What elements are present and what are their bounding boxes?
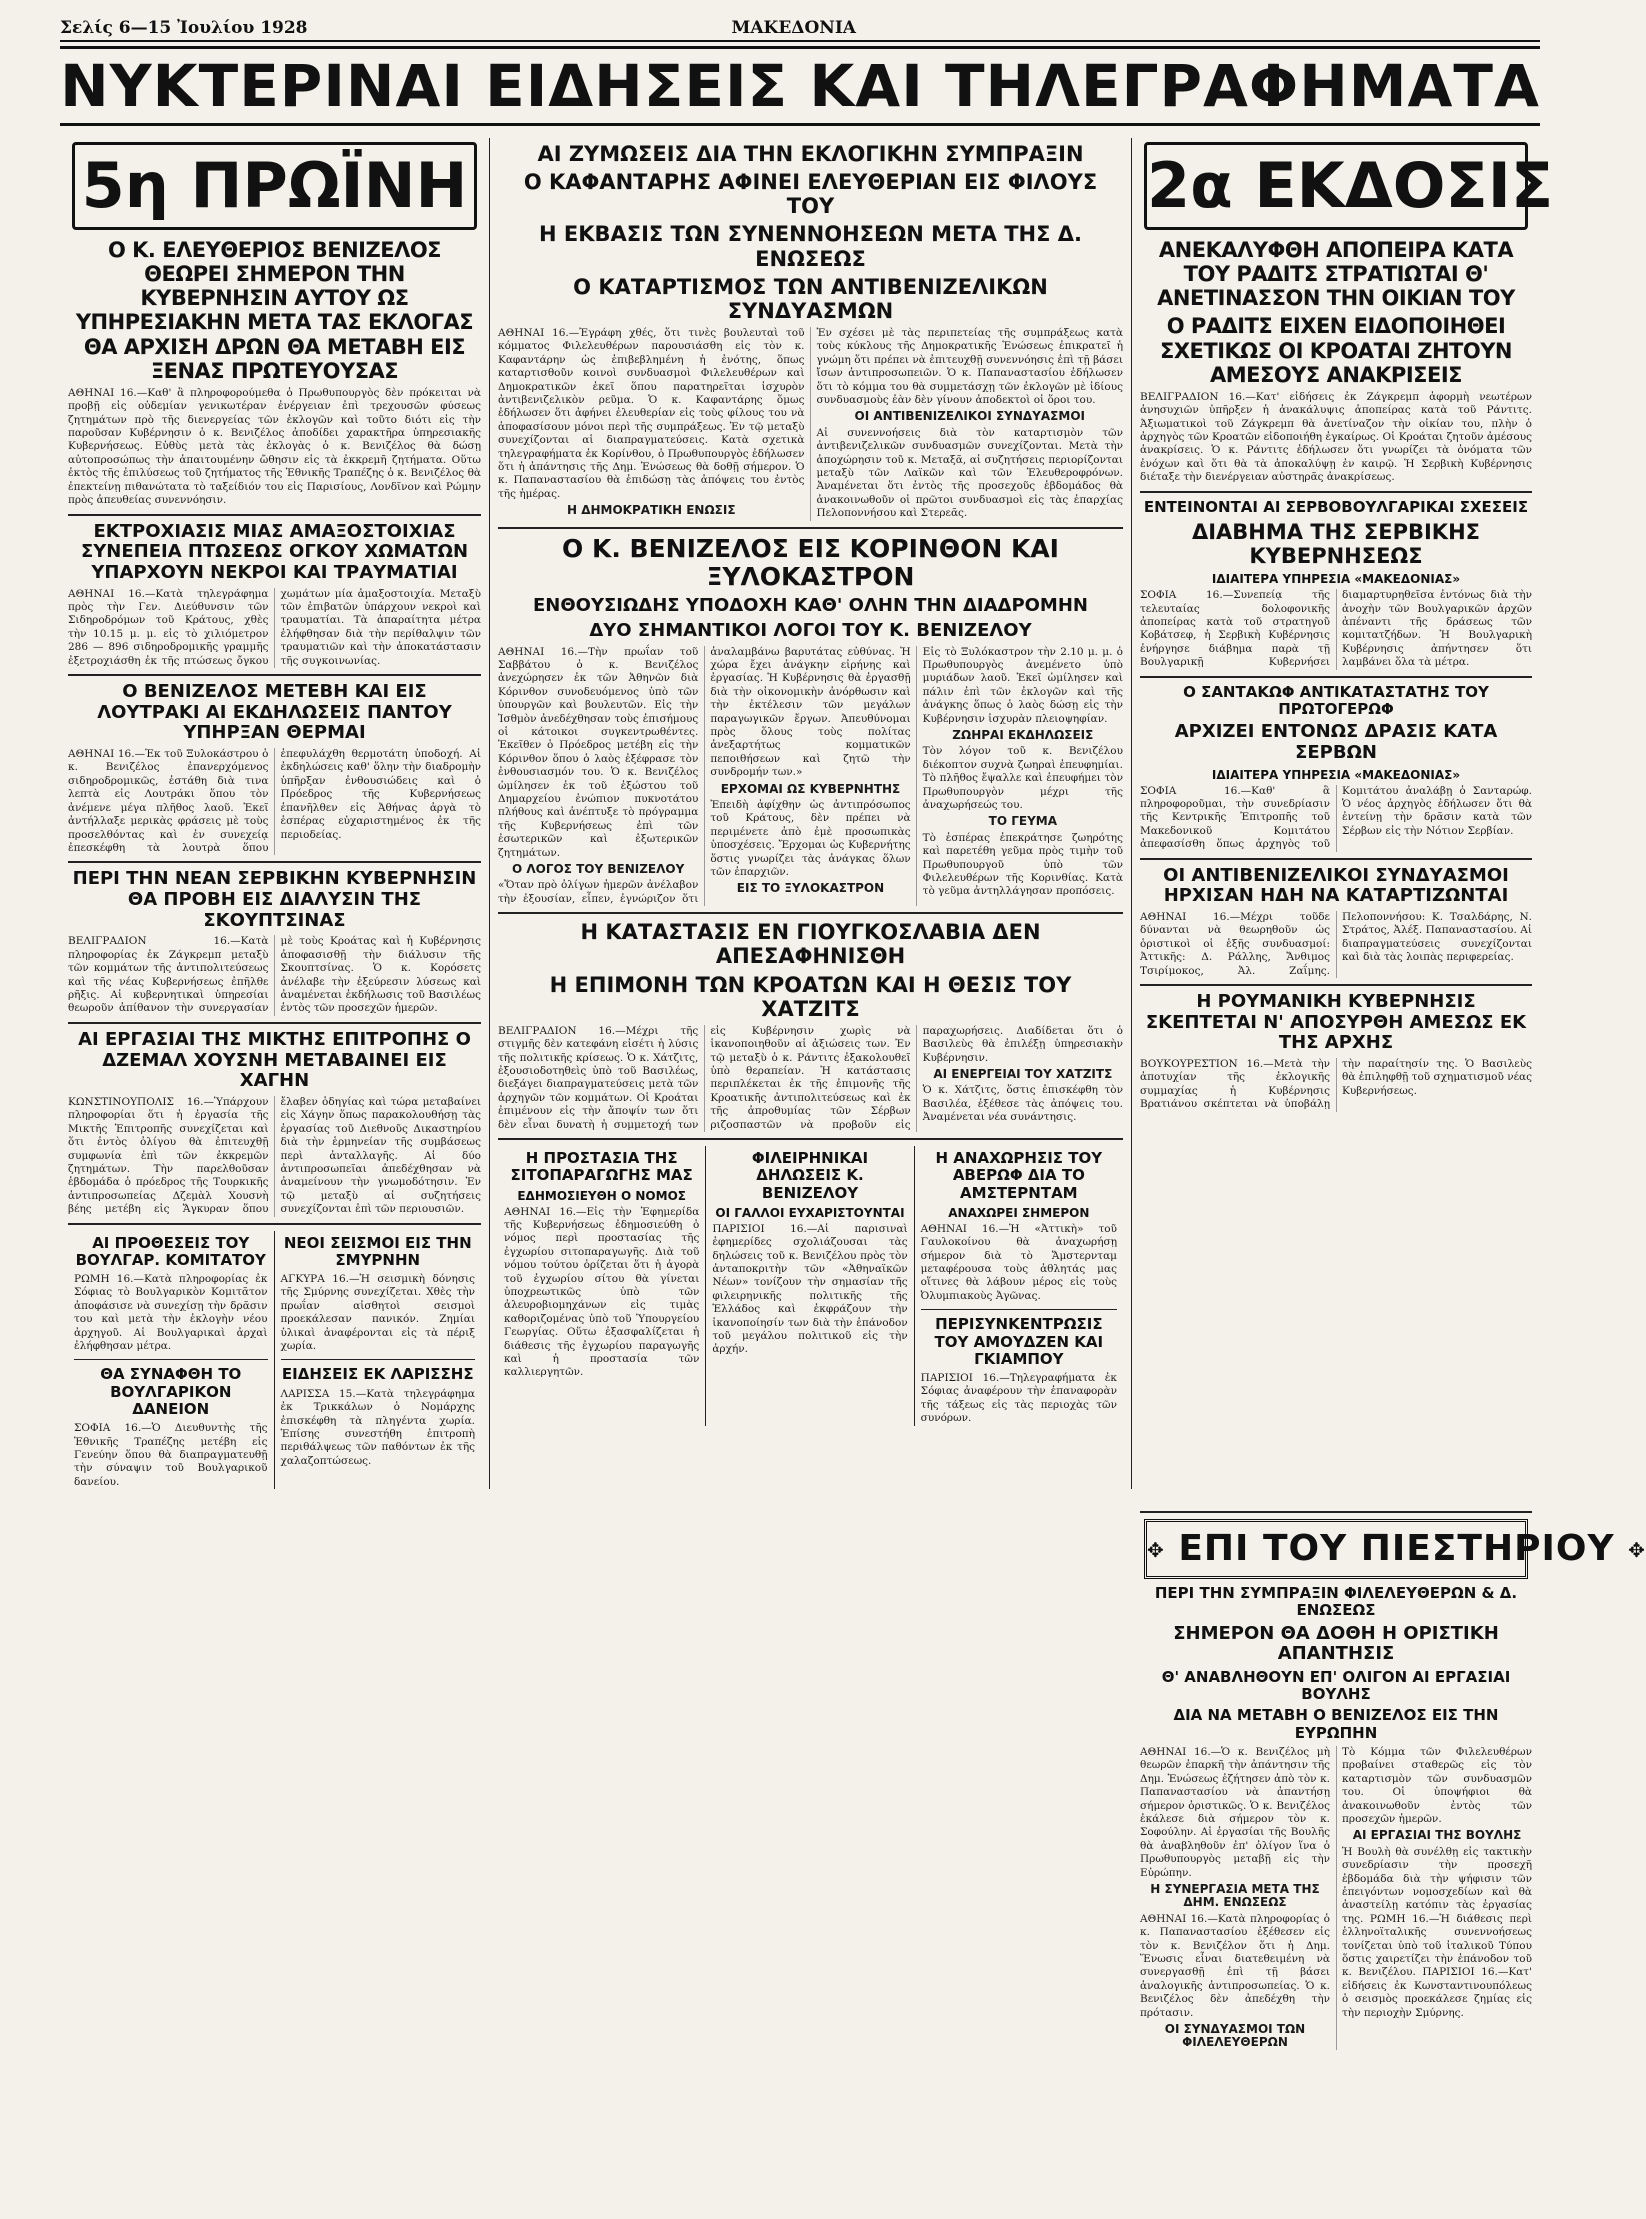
headline-wheat-protection: Η ΠΡΟΣΤΑΣΙΑ ΤΗΣ ΣΙΤΟΠΑΡΑΓΩΓΗΣ ΜΑΣ — [510, 1149, 693, 1185]
headline-final-answer: ΣΗΜΕΡΟΝ ΘΑ ΔΟΘΗ Η ΟΡΙΣΤΙΚΗ ΑΠΑΝΤΗΣΙΣ — [1173, 1622, 1499, 1665]
headline-serbian-government: ΠΕΡΙ ΤΗΝ ΝΕΑΝ ΣΕΡΒΙΚΗΝ ΚΥΒΕΡΝΗΣΙΝ ΘΑ ΠΡΟΒΗ ΕΙΣ ΔΙΑΛΥΣΙΝ ΤΗΣ ΣΚΟΥΠΤΣΙΝΑΣ — [72, 868, 477, 931]
article-paragraph: Αἱ συνεννοήσεις διὰ τὸν καταρτισμὸν τῶν ἀντιβενιζελικῶν συνδυασμῶν συνεχίζονται. Μετὰ τὴν ἀποχώρησιν τοῦ κ. Μεταξᾶ, αἱ συζητήσεις περιορίζονται μεταξὺ τῶν Λαϊκῶν καὶ τῶν Ἐλευθεροφρόνων. Ἀναμένεται ὅτι ἐντὸς τῆς προσεχοῦς ἑβδομάδος θὰ ἀνακοινωθοῦν οἱ πρῶτοι συνδυασμοὶ εἰς τὰς ἐπαρχίας Πελοποννήσου καὶ Στερεᾶς. — [816, 426, 1123, 520]
article-text: ΒΕΛΙΓΡΑΔΙΟΝ 16.—Κατὰ πληροφορίας ἐκ Ζάγκρεμπ μεταξὺ τῶν κομμάτων τῆς ἀντιπολιτεύσεως καὶ τῆς νέας Κυβερνήσεως ἐπῆλθε ρῆξις. Αἱ κυβερνητικαὶ ὑπηρεσίαι θεωροῦν ἀπίθανον τὴν συνεργασίαν μὲ τοὺς Κροάτας καὶ ἡ Κυβέρνησις ἀποφασισθῇ τὴν διάλυσιν τῆς Σκουπτσίνας. Ὁ κ. Κορόσετς ἀνέλαβε τὴν ἐξεύρεσιν λύσεως καὶ ἀναμένεται ἐκδήλωσις τοῦ Βασιλέως ἐντὸς τῶν προσεχῶν ἡμερῶν. — [68, 935, 481, 1015]
article-paragraph: Εἰς τὸ Ξυλόκαστρον τὴν 2.10 μ. μ. ὁ Πρωθυπουργὸς ἀνεμένετο ὑπὸ μυριάδων λαοῦ. Ἐκεῖ ὡμίλησεν καὶ πάλιν ἐπὶ τῶν ἐκλογῶν καὶ τῆς ἀνάγκης ὅπως ὁ λαὸς δώσῃ εἰς τὴν Κυβέρνησιν ἰσχυρὰν πλειοψηφίαν. — [922, 645, 1123, 725]
headline-two-speeches: ΔΥΟ ΣΗΜΑΝΤΙΚΟΙ ΛΟΓΟΙ ΤΟΥ Κ. ΒΕΝΙΖΕΛΟΥ — [589, 619, 1032, 641]
banner-headline: ΝΥΚΤΕΡΙΝΑΙ ΕΙΔΗΣΕΙΣ ΚΑΙ ΤΗΛΕΓΡΑΦΗΜΑΤΑ — [60, 46, 1540, 126]
article-text: ΣΟΦΙΑ 16.—Συνεπείᾳ τῆς τελευταίας δολοφονικῆς ἀποπείρας κατὰ τοῦ στρατηγοῦ Κοβάτσεφ, ἡ Σερβικὴ Κυβέρνησις ἐνήργησε διάβημα παρὰ τῇ Βουλγαρικῇ Κυβερνήσει διαμαρτυρηθεῖσα ἐντόνως διὰ τὴν ἀνοχὴν τῶν Βουλγαρικῶν ἀρχῶν ἀπέναντι τῆς δράσεως τῶν κομιτατζήδων. Ἡ Βουλγαρικὴ Κυβέρνησις ἀπήντησεν ὅτι λαμβάνει ὅλα τὰ μέτρα. — [1140, 589, 1532, 669]
ornament-icon: ✥ — [1147, 1538, 1165, 1562]
article-text: ΑΘΗΝΑΙ 16.—Ἡ «Ἀττικὴ» τοῦ Γαυλοκοίνου θὰ ἀναχωρήσῃ σήμερον διὰ τὸ Ἄμστερνταμ μεταφέρουσα τοὺς ἀθλητάς μας οἵτινες θὰ λάβουν μέρος εἰς τοὺς Ὀλυμπιακοὺς Ἀγῶνας. — [920, 1222, 1117, 1302]
headline-concentration: ΠΕΡΙΣΥΝΚΕΝΤΡΩΣΙΣ ΤΟΥ ΑΜΟΥΔΖΕΝ ΚΑΙ ΓΚΙΑΜΠΟΥ — [934, 1315, 1104, 1368]
article-paragraph: Ἐπειδὴ ἀφίχθην ὡς ἀντιπρόσωπος τοῦ Κράτους, δὲν πρέπει νὰ περιμένετε ἀπὸ ἐμὲ προσωπικὰς ὑποσχέσεις. Ἔρχομαι ὡς Κυβερνήτης ὅστις γνωρίζει τὰς ἀνάγκας ὅλων τῶν ἐπαρχιῶν. — [710, 799, 911, 879]
headline-parliament-postponed: Θ' ΑΝΑΒΛΗΘΟΥΝ ΕΠ' ΟΛΙΓΟΝ ΑΙ ΕΡΓΑΣΙΑΙ ΒΟΥΛΗΣ — [1161, 1667, 1511, 1704]
subheading: ΟΙ ΓΑΛΛΟΙ ΕΥΧΑΡΙΣΤΟΥΝΤΑΙ — [715, 1205, 905, 1220]
edition-box: 2α ΕΚΔΟΣΙΣ — [1144, 142, 1528, 230]
article-paragraph: ΑΘΗΝΑΙ 16.—Κατὰ πληροφορίας ὁ κ. Παπαναστασίου ἐξέθεσεν εἰς τὸν κ. Βενιζέλον ὅτι ἡ Δημ. Ἕνωσις εἶναι διατεθειμένη νὰ συνεργασθῇ ἐπὶ τῇ βάσει ἀναλογικῆς ἀντιπροσωπείας. Ὁ κ. Βενιζέλος δὲν ἀπεδέχθη τὴν πρότασιν. — [1140, 1912, 1330, 2019]
press-box-label: ΕΠΙ ΤΟΥ ΠΙΕΣΤΗΡΙΟΥ — [1178, 1528, 1615, 1569]
center-column — [490, 138, 1132, 1489]
subheading: ΙΔΙΑΙΤΕΡΑ ΥΠΗΡΕΣΙΑ «ΜΑΚΕΔΟΝΙΑΣ» — [1211, 572, 1461, 587]
headline-anti-venizelist-tickets: Ο ΚΑΤΑΡΤΙΣΜΟΣ ΤΩΝ ΑΝΤΙΒΕΝΙΖΕΛΙΚΩΝ ΣΥΝΔΥΑΣΜΩΝ — [573, 274, 1048, 323]
headline-venizelos-government: Ο Κ. ΕΛΕΥΘΕΡΙΟΣ ΒΕΝΙΖΕΛΟΣ ΘΕΩΡΕΙ ΣΗΜΕΡΟΝ ΤΗΝ ΚΥΒΕΡΝΗΣΙΝ ΑΥΤΟΥ ΩΣ ΥΠΗΡΕΣΙΑΚΗΝ ΜΕΤΑ ΤΑΣ ΕΚΛΟΓΑΣ ΘΑ ΑΡΧΙΣΗ ΔΡΩΝ ΘΑ ΜΕΤΑΒΗ ΕΙΣ ΞΕΝΑΣ ΠΡΩΤΕΥΟΥΣΑΣ — [75, 238, 474, 383]
article-paragraph: ΑΘΗΝΑΙ 16.—Ὁ κ. Βενιζέλος μὴ θεωρῶν ἐπαρκῆ τὴν ἀπάντησιν τῆς Δημ. Ἑνώσεως ἐζήτησεν ἀπὸ τὸν κ. Παπαναστασίου νὰ ἀπαντήσῃ σήμερον ὁριστικῶς. Ὁ κ. Βενιζέλος ἐκάλεσε διὰ σήμερον τὸν κ. Σοφούλην. Αἱ ἐργασίαι τῆς Βουλῆς θὰ ἀναβληθοῦν ἐπ' ὀλίγον ἵνα ὁ Πρωθυπουργὸς μεταβῇ εἰς τὴν Εὐρώπην. — [1140, 1745, 1330, 1879]
subheading: ΟΙ ΣΥΝΔΥΑΣΜΟΙ ΤΩΝ ΦΙΛΕΛΕΥΘΕΡΩΝ — [1164, 2022, 1306, 2050]
article-text: ΑΓΚΥΡΑ 16.—Ἡ σεισμικὴ δόνησις τῆς Σμύρνης συνεχίζεται. Χθὲς τὴν πρωΐαν αἰσθητοὶ σεισμοὶ προεκάλεσαν πανικόν. Ζημίαι ὑλικαὶ ἀναφέρονται εἰς τὰ πέριξ χωρία. — [280, 1273, 475, 1353]
article-paragraph: ΑΘΗΝΑΙ 16.—Τὴν πρωΐαν τοῦ Σαββάτου ὁ κ. Βενιζέλος ἀνεχώρησεν ἐκ τῶν Ἀθηνῶν διὰ Κόρινθον συνοδευόμενος ὑπὸ τῶν ὑπουργῶν καὶ βουλευτῶν. Εἰς τὴν Ἰσθμὸν ἀνεδέχθησαν τοὺς ἐπισήμους οἱ κάτοικοι συγκεντρωθέντες. Ἐκεῖθεν ὁ Πρόεδρος μετέβη εἰς τὴν Κόρινθον ὅπου ὁ λαὸς ἐξέφρασε τὸν ἐνθουσιασμόν του. Ὁ κ. Βενιζέλος ὡμίλησεν ἐκ τοῦ ἐξώστου τοῦ Δημαρχείου ἐνώπιον πυκνοτάτου πλήθους καὶ ἀνέπτυξε τὸ πρόγραμμα τῆς Κυβερνήσεως ἐπὶ τῶν ἐσωτερικῶν καὶ ἐξωτερικῶν ζητημάτων. — [498, 645, 699, 859]
late-news-section — [1132, 1505, 1646, 2205]
headline-coalition: ΠΕΡΙ ΤΗΝ ΣΥΜΠΡΑΞΙΝ ΦΙΛΕΛΕΥΘΕΡΩΝ & Δ. ΕΝΩΣΕΩΣ — [1154, 1584, 1518, 1620]
issue-date: Σελίς 6—15 Ἰουλίου 1928 — [60, 18, 308, 38]
headline-raditch-attempt: ΑΝΕΚΑΛΥΦΘΗ ΑΠΟΠΕΙΡΑ ΚΑΤΑ ΤΟΥ ΡΑΔΙΤΣ ΣΤΡΑΤΙΩΤΑΙ Θ' ΑΝΕΤΙΝΑΣΣΟΝ ΤΗΝ ΟΙΚΙΑΝ ΤΟΥ — [1157, 238, 1515, 311]
headline-larissa-news: ΕΙΔΗΣΕΙΣ ΕΚ ΛΑΡΙΣΣΗΣ — [281, 1365, 474, 1384]
article-text: ΑΘΗΝΑΙ 16.—Καθ' ἃ πληροφορούμεθα ὁ Πρωθυπουργὸς δὲν πρόκειται νὰ προβῇ εἰς οὐδεμίαν γενικωτέραν ἐνέργειαν ἐπὶ τρεχουσῶν φύσεως ζητημάτων πρὸ τῆς διενεργείας τῶν ἐκλογῶν καὶ τοῦτο διότι εἰς τὴν παροῦσαν Κυβέρνησιν ὁ κ. Βενιζέλος ἀποδίδει χαρακτῆρα ὑπηρεσιακῆς Κυβερνήσεως. Εὐθὺς μετὰ τὰς ἐκλογὰς ὁ κ. Βενιζέλος θὰ δώσῃ αὐτοπροσώπως τὴν ἀπαιτουμένην ὤθησιν εἰς τὰ ἐκκρεμῆ ζητήματα. Οὕτω ἐκτὸς τῆς ἐπιλύσεως τοῦ ζητήματος τῆς Ἐθνικῆς Τραπέζης ὁ κ. Βενιζέλος θὰ ἐπεκτείνῃ πιθανώτατα τὸ ταξείδιόν του εἰς Παρισίους, Λονδῖνον καὶ Ρώμην πρὸς ἀπευθείας συνεννόησιν. — [68, 386, 481, 507]
headline-smyrna-earthquakes: ΝΕΟΙ ΣΕΙΣΜΟΙ ΕΙΣ ΤΗΝ ΣΜΥΡΝΗΝ — [283, 1233, 472, 1269]
headline-derailment: ΕΚΤΡΟΧΙΑΣΙΣ ΜΙΑΣ ΑΜΑΞΟΣΤΟΙΧΙΑΣ ΣΥΝΕΠΕΙΑ ΠΤΩΣΕΩΣ ΟΓΚΟΥ ΧΩΜΑΤΩΝ ΥΠΑΡΧΟΥΝ ΝΕΚΡΟΙ ΚΑΙ ΤΡΑΥΜΑΤΙΑΙ — [80, 520, 469, 583]
subheading: ΑΙ ΕΝΕΡΓΕΙΑΙ ΤΟΥ ΧΑΤΖΙΤΣ — [933, 1067, 1113, 1082]
article-text — [1140, 1746, 1532, 2050]
headline-bulgarian-loan: ΘΑ ΣΥΝΑΦΘΗ ΤΟ ΒΟΥΛΓΑΡΙΚΟΝ ΔΑΝΕΙΟΝ — [100, 1365, 242, 1418]
right-column — [1132, 138, 1554, 1489]
headline-mixed-commission: ΑΙ ΕΡΓΑΣΙΑΙ ΤΗΣ ΜΙΚΤΗΣ ΕΠΙΤΡΟΠΗΣ Ο ΔΖΕΜΑΛ ΧΟΥΣΝΗ ΜΕΤΑΒΑΙΝΕΙ ΕΙΣ ΧΑΓΗΝ — [78, 1028, 471, 1092]
headline-anti-venizelist-formation: ΟΙ ΑΝΤΙΒΕΝΙΖΕΛΙΚΟΙ ΣΥΝΔΥΑΣΜΟΙ ΗΡΧΙΣΑΝ ΗΔΗ ΝΑ ΚΑΤΑΡΤΙΖΩΝΤΑΙ — [1163, 864, 1509, 907]
headline-santakof: Ο ΣΑΝΤΑΚΩΦ ΑΝΤΙΚΑΤΑΣΤΑΤΗΣ ΤΟΥ ΠΡΩΤΟΓΕΡΩΦ — [1183, 682, 1489, 718]
subheading: ΑΝΑΧΩΡΕΙ ΣΗΜΕΡΟΝ — [948, 1205, 1090, 1220]
headline-bulgarian-committee: ΑΙ ΠΡΟΘΕΣΕΙΣ ΤΟΥ ΒΟΥΛΓΑΡ. ΚΟΜΙΤΑΤΟΥ — [75, 1233, 266, 1269]
article-text — [498, 327, 1123, 521]
headline-electoral-fermentation: ΑΙ ΖΥΜΩΣΕΙΣ ΔΙΑ ΤΗΝ ΕΚΛΟΓΙΚΗΝ ΣΥΜΠΡΑΞΙΝ — [537, 142, 1084, 166]
subheading: ΖΩΗΡΑΙ ΕΚΔΗΛΩΣΕΙΣ — [952, 727, 1094, 742]
article-text: ΒΟΥΚΟΥΡΕΣΤΙΟΝ 16.—Μετὰ τὴν ἀποτυχίαν τῆς ἐκλογικῆς συμμαχίας ἡ Κυβέρνησις Βρατιάνου σκέπτεται νὰ ὑποβάλῃ τὴν παραίτησίν της. Ὁ Βασιλεὺς θὰ ἐπιληφθῇ τοῦ σχηματισμοῦ νέας Κυβερνήσεως. — [1140, 1058, 1532, 1111]
article-text: ΑΘΗΝΑΙ 16.—Ἐκ τοῦ Ξυλοκάστρου ὁ κ. Βενιζέλος ἐπανερχόμενος σιδηροδρομικῶς, ἐστάθη διὰ τινα λεπτὰ εἰς Λουτράκι ὅπου τὸν ἀνέμενε μέγα πλῆθος λαοῦ. Ἐκεῖ ἀντήλλαξε μερικὰς φράσεις μὲ τοὺς προσελθόντας καὶ ἐν συνεχείᾳ ἐπεσκέφθη τὰ λουτρὰ ὅπου ἐπεφυλάχθη θερμοτάτη ὑποδοχή. Αἱ ἐκδηλώσεις καθ' ὅλην τὴν διαδρομὴν ὑπῆρξαν ἐνθουσιώδεις καὶ ὁ Πρόεδρος τῆς Κυβερνήσεως ἐπανῆλθεν εἰς Ἀθήνας ἀργὰ τὸ ἑσπέρας εὐχαριστημένος ἐκ τῆς περιοδείας. — [68, 748, 481, 854]
article-text: ΠΑΡΙΣΙΟΙ 16.—Αἱ παρισιναὶ ἐφημερίδες σχολιάζουσαι τὰς δηλώσεις τοῦ κ. Βενιζέλου πρὸς τὸν ἀνταποκριτὴν τῶν «Ἀθηναϊκῶν Νέων» τονίζουν τὴν σημασίαν τῆς φιλειρηνικῆς πολιτικῆς τῆς Ἑλλάδος καὶ ἐκφράζουν τὴν ἱκανοποίησίν των διὰ τὴν ἐπάνοδον τοῦ μεγάλου πολιτικοῦ εἰς τὴν ἀρχήν. — [712, 1222, 908, 1356]
headline-yugoslavia: Η ΚΑΤΑΣΤΑΣΙΣ ΕΝ ΓΙΟΥΓΚΟΣΛΑΒΙΑ ΔΕΝ ΑΠΕΣΑΦΗΝΙΣΘΗ — [580, 920, 1041, 969]
subheading: ΟΙ ΑΝΤΙΒΕΝΙΖΕΛΙΚΟΙ ΣΥΝΔΥΑΣΜΟΙ — [854, 409, 1085, 424]
headline-peace-statements: ΦΙΛΕΙΡΗΝΙΚΑΙ ΔΗΛΩΣΕΙΣ Κ. ΒΕΝΙΖΕΛΟΥ — [751, 1149, 869, 1202]
article-text — [498, 1025, 1123, 1132]
subheading: Η ΣΥΝΕΡΓΑΣΙΑ ΜΕΤΑ ΤΗΣ ΔΗΜ. ΕΝΩΣΕΩΣ — [1150, 1881, 1320, 1910]
article-text — [498, 646, 1123, 907]
article-paragraph: Ἐν σχέσει μὲ τὰς περιπετείας τῆς συμπράξεως κατὰ τοὺς κύκλους τῆς Δημοκρατικῆς Ἑνώσεως ἐπικρατεῖ ἡ γνώμη ὅτι πρέπει νὰ ἐπιτευχθῇ συνεννόησις ἐπὶ τῇ βάσει ἴσων ἀντιπροσωπειῶν. Ὁ κ. Παπαναστασίου ἐδήλωσεν ὅτι τὸ κόμμα του θὰ συμμετάσχῃ τῶν ἐκλογῶν μὲ ἰδίους συνδυασμοὺς ἐὰν δὲν γίνουν ἀποδεκτοὶ οἱ ὅροι του. — [816, 326, 1123, 407]
article-text: ΛΑΡΙΣΣΑ 15.—Κατὰ τηλεγράφημα ἐκ Τρικκάλων ὁ Νομάρχης ἐπισκέφθη τὰ πληγέντα χωρία. Ἐπίσης συνεστήθη ἐπιτροπὴ περιθάλψεως τῶν παθόντων ἐκ τῆς χαλαζοπτώσεως. — [280, 1387, 475, 1467]
article-text: ΑΘΗΝΑΙ 16.—Μέχρι τοῦδε δύνανται νὰ θεωρηθοῦν ὡς ὁριστικοὶ οἱ ἑξῆς συνδυασμοί: Ἀττικῆς: Δ. Ράλλης, Ἄνθιμος Τσιρίμοκος, Ἀλ. Ζαΐμης. Πελοποννήσου: Κ. Τσαλδάρης, Ν. Στράτος, Ἀλέξ. Παπαναστασίου. Αἱ διαπραγματεύσεις συνεχίζονται καὶ διὰ τὰς λοιπὰς περιφερείας. — [1140, 910, 1532, 977]
article-text: ΚΩΝΣΤΙΝΟΥΠΟΛΙΣ 16.—Ὑπάρχουν πληροφορίαι ὅτι ἡ ἐργασία τῆς Μικτῆς Ἐπιτροπῆς συνεχίζεται καὶ ὅτι ἐντὸς ὀλίγου θὰ ἐπιτευχθῇ συμφωνία ἐπὶ τῶν ἐκκρεμῶν ζητημάτων. Τὴν παρελθοῦσαν ἑβδομάδα ὁ πρόεδρος τῆς Τουρκικῆς ἀντιπροσωπείας Δζεμὰλ Χουσνὴ βέης μετέβη εἰς Ἄγκυραν ὅπου ἔλαβεν ὁδηγίας καὶ τώρα μεταβαίνει εἰς Χάγην ὅπως παρακολουθήσῃ τὰς ἐργασίας τοῦ Διεθνοῦς Δικαστηρίου διὰ τὴν ἑρμηνείαν τῆς συμβάσεως περὶ ἀνταλλαγῆς. Αἱ δύο ἀντιπροσωπεῖαι ἀπεδέχθησαν νὰ ἀναμείνουν τὴν γνωμοδότησιν. Ἐν τῷ μεταξὺ αἱ συζητήσεις συνεχίζονται ἐπὶ τῶν περιουσιῶν. — [68, 1095, 481, 1216]
article-paragraph: «Ὅταν πρὸ ὀλίγων ἡμερῶν ἀνέλαβον τὴν ἐξουσίαν, εἶπεν, ἐγνώριζον ὅτι ἀναλαμβάνω βαρυτάτας εὐθύνας. Ἡ χώρα ἔχει ἀνάγκην εἰρήνης καὶ ἐργασίας. Ἡ Κυβέρνησις θὰ ἐργασθῇ διὰ τὴν οἰκονομικὴν ἀνόρθωσιν καὶ τὴν ἐκτέλεσιν τῶν μεγάλων παραγωγικῶν ἔργων. Ἀπευθύνομαι πρὸς ὅλους τοὺς πολίτας ἀνεξαρτήτως κομματικῶν πεποιθήσεων καὶ ζητῶ τὴν συνδρομήν των.» — [498, 645, 911, 905]
headline-amsterdam: Η ΑΝΑΧΩΡΗΣΙΣ ΤΟΥ ΑΒΕΡΩΦ ΔΙΑ ΤΟ ΑΜΣΤΕΡΝΤΑΜ — [935, 1149, 1103, 1202]
article-paragraph: ΑΘΗΝΑΙ 16.—Ἐγράφη χθές, ὅτι τινὲς βουλευταὶ τοῦ κόμματος Φιλελευθέρων παρουσιάσθη εἰς τὸν κ. Καφαντάρην ὡς ἐπιβεβλημένη ἡ ἐνότης, ὅπως καταρτισθοῦν κοινοὶ συνδυασμοὶ Φιλελευθέρων καὶ Δημοκρατικῶν ἐκεῖ ὅπου παρατηρεῖται ἰσχυρὸν ἀντιβενιζελικὸν ρεῦμα. Ὁ κ. Καφαντάρης ὅμως ἐδήλωσεν ὅτι ἀφήνει ἐλευθερίαν εἰς τοὺς φίλους του νὰ ἀποφασίσουν μόνοι περὶ τῆς συμπράξεως. Ἐν τῷ μεταξὺ συνεχίζονται αἱ διαπραγματεύσεις. Κατὰ σχετικὰ τηλεγραφήματα ἐκ Κορίνθου, ὁ Πρωθυπουργὸς ἐδήλωσεν ὅτι ἡ ἀπάντησις τῆς Δημ. Ἑνώσεως θὰ δοθῇ σήμερον. Ὁ κ. Παπαναστασίου θὰ ἐπιδώσῃ τὰς ἀπόψεις του ἐντὸς τῆς ἡμέρας. — [498, 326, 805, 500]
headline-loutraki: Ο ΒΕΝΙΖΕΛΟΣ ΜΕΤΕΒΗ ΚΑΙ ΕΙΣ ΛΟΥΤΡΑΚΙ ΑΙ ΕΚΔΗΛΩΣΕΙΣ ΠΑΝΤΟΥ ΥΠΗΡΞΑΝ ΘΕΡΜΑΙ — [97, 681, 452, 744]
edition-box: 5η ΠΡΩΪΝΗ — [72, 142, 477, 230]
subheading: Η ΔΗΜΟΚΡΑΤΙΚΗ ΕΝΩΣΙΣ — [566, 503, 736, 518]
article-text: ΠΑΡΙΣΙΟΙ 16.—Τηλεγραφήματα ἐκ Σόφιας ἀναφέρουν τὴν ἐπαναφορὰν τῆς τάξεως εἰς τὰς περιοχὰς τῶν συνόρων. — [920, 1372, 1117, 1425]
article-paragraph: ΒΕΛΙΓΡΑΔΙΟΝ 16.—Μέχρι τῆς στιγμῆς δὲν κατεφάνη εἰσέτι ἡ λύσις τῆς πολιτικῆς κρίσεως. Ὁ κ. Χάτζιτς, ἐξουσιοδοτηθεὶς ὑπὸ τοῦ Βασιλέως, διεξάγει διαπραγματεύσεις μετὰ τῶν ἀρχηγῶν τῶν κομμάτων. Οἱ Κροάται ἐπιμένουν εἰς τὴν ἄποψίν των ὅτι δὲν εἶναι δυνατὴ ἡ συμμετοχή των εἰς Κυβέρνησιν χωρὶς νὰ ἱκανοποιηθοῦν αἱ ἀξιώσεις των. Ἐν τῷ μεταξὺ ὁ κ. Ράντιτς ἐξακολουθεῖ ὑπὸ θεραπείαν. Ἡ κατάστασις περιπλέκεται ἐκ τῆς ἐπιμονῆς τῆς Κροατικῆς ἀντιπολιτεύσεως καὶ ἐκ τῆς ἀπροθυμίας τῶν Σέρβων ριζοσπαστῶν νὰ προβοῦν εἰς παραχωρήσεις. Διαδίδεται ὅτι ὁ Βασιλεὺς θὰ ἐπιλέξῃ ὑπηρεσιακὴν Κυβέρνησιν. — [498, 1024, 1123, 1131]
headline-croats-persistence: Η ΕΠΙΜΟΝΗ ΤΩΝ ΚΡΟΑΤΩΝ ΚΑΙ Η ΘΕΣΙΣ ΤΟΥ ΧΑΤΖΙΤΣ — [549, 972, 1072, 1021]
columns — [60, 138, 1554, 1489]
paper-name: ΜΑΚΕΔΟΝΙΑ — [731, 18, 856, 38]
headline-europe-trip: ΔΙΑ ΝΑ ΜΕΤΑΒΗ Ο ΒΕΝΙΖΕΛΟΣ ΕΙΣ ΤΗΝ ΕΥΡΩΠΗΝ — [1173, 1706, 1499, 1742]
article-text: ΣΟΦΙΑ 16.—Ὁ Διευθυντὴς τῆς Ἐθνικῆς Τραπέζης μετέβη εἰς Γενεύην ὅπου θὰ διαπραγματευθῇ τὴν σύναψιν τοῦ Βουλγαρικοῦ δανείου. — [74, 1422, 268, 1488]
headline-negotiations: Η ΕΚΒΑΣΙΣ ΤΩΝ ΣΥΝΕΝΝΟΗΣΕΩΝ ΜΕΤΑ ΤΗΣ Δ. ΕΝΩΣΕΩΣ — [538, 222, 1083, 271]
masthead — [60, 18, 1540, 42]
article-paragraph: Ὁ κ. Χάτζιτς, ὅστις ἐπισκέφθη τὸν Βασιλέα, ἐξέθεσε τὰς ἀπόψεις του. Ἀναμένεται νέα συνάντησις. — [922, 1084, 1123, 1124]
article-text: ΑΘΗΝΑΙ 16.—Εἰς τὴν Ἐφημερίδα τῆς Κυβερνήσεως ἐδημοσιεύθη ὁ νόμος περὶ προστασίας τῆς ἐγχωρίου σιτοπαραγωγῆς. Διὰ τοῦ νόμου τούτου ὁρίζεται ὅτι ἡ ἀγορὰ τοῦ ἐγχωρίου σίτου θὰ γίνεται ὑποχρεωτικῶς ὑπὸ τῶν ἀλευροβιομηχάνων εἰς τιμὰς καθοριζομένας ὑπὸ τοῦ Ὑπουργείου Γεωργίας. Οὕτω ἐξασφαλίζεται ἡ διάθεσις τῆς ἐγχωρίου παραγωγῆς καὶ ἡ προστασία τῶν καλλιεργητῶν. — [504, 1205, 700, 1379]
article-text: ΑΘΗΝΑΙ 16.—Κατὰ τηλεγράφημα πρὸς τὴν Γεν. Διεύθυνσιν τῶν Σιδηροδρόμων τοῦ Κράτους, χθὲς τὴν 10.15 μ. μ. εἰς τὸ χιλιόμετρον 286 — 896 σιδηροδρομικῆς γραμμῆς ἐξετροχιάσθη ἐκ τῆς πτώσεως ὄγκου χωμάτων μία ἁμαξοστοιχία. Μεταξὺ τῶν ἐπιβατῶν ὑπάρχουν νεκροὶ καὶ τραυματίαι. Τὰ ἀπαραίτητα μέτρα ἐλήφθησαν διὰ τὴν περίθαλψιν τῶν τραυματιῶν καὶ τὴν ἀποκατάστασιν τῆς συγκοινωνίας. — [68, 587, 481, 667]
press-box — [1144, 1519, 1646, 1579]
subheading: ΕΔΗΜΟΣΙΕΥΘΗ Ο ΝΟΜΟΣ — [517, 1188, 686, 1203]
subheading: ΑΙ ΕΡΓΑΣΙΑΙ ΤΗΣ ΒΟΥΛΗΣ — [1352, 1828, 1522, 1843]
headline-croats-demand: Ο ΡΑΔΙΤΣ ΕΙΧΕΝ ΕΙΔΟΠΟΙΗΘΕΙ ΣΧΕΤΙΚΩΣ ΟΙ ΚΡΟΑΤΑΙ ΖΗΤΟΥΝ ΑΜΕΣΟΥΣ ΑΝΑΚΡΙΣΕΙΣ — [1159, 314, 1512, 387]
subheading: ΙΔΙΑΙΤΕΡΑ ΥΠΗΡΕΣΙΑ «ΜΑΚΕΔΟΝΙΑΣ» — [1211, 767, 1461, 782]
subheading: ΤΟ ΓΕΥΜΑ — [988, 814, 1057, 829]
headline-corinth-visit: Ο Κ. ΒΕΝΙΖΕΛΟΣ ΕΙΣ ΚΟΡΙΝΘΟΝ ΚΑΙ ΞΥΛΟΚΑΣΤΡΟΝ — [562, 533, 1059, 592]
headline-kafantaris: Ο ΚΑΦΑΝΤΑΡΗΣ ΑΦΙΝΕΙ ΕΛΕΥΘΕΡΙΑΝ ΕΙΣ ΦΙΛΟΥΣ ΤΟΥ — [523, 170, 1098, 219]
subheading: ΕΙΣ ΤΟ ΞΥΛΟΚΑΣΤΡΟΝ — [736, 881, 885, 896]
ornament-icon: ✥ — [1628, 1538, 1646, 1562]
article-paragraph: Τὸν λόγον τοῦ κ. Βενιζέλου διέκοπτον συχνὰ ζωηραὶ ἐπευφημίαι. Τὸ πλῆθος ἔψαλλε καὶ ἐπευφήμει τὸν Πρωθυπουργὸν μέχρι τῆς ἀναχωρήσεώς του. — [922, 745, 1123, 812]
article-paragraph: ΡΩΜΗ 16.—Ἡ διάθεσις περὶ ἑλληνοϊταλικῆς συνεννοήσεως τονίζεται ὑπὸ τοῦ ἰταλικοῦ Τύπου ὅστις χαιρετίζει τὴν ἐπάνοδον τοῦ κ. Βενιζέλου. ΠΑΡΙΣΙΟΙ 16.—Κατ' εἰδήσεις ἐκ Κωνσταντινουπόλεως ὁ σεισμὸς προεκάλεσε ζημίας εἰς τὴν περιοχὴν Σμύρνης. — [1342, 1912, 1532, 2019]
center-bottom-row — [498, 1146, 1123, 1426]
headline-serbian-demarche: ΔΙΑΒΗΜΑ ΤΗΣ ΣΕΡΒΙΚΗΣ ΚΥΒΕΡΝΗΣΕΩΣ — [1191, 519, 1480, 569]
article-paragraph: Ἡ Βουλὴ θὰ συνέλθῃ εἰς τακτικὴν συνεδρίασιν τὴν προσεχῆ ἑβδομάδα διὰ τὴν ψήφισιν τῶν ἐπειγόντων νομοσχεδίων καὶ θὰ ἀναστείλῃ κατόπιν τὰς ἐργασίας της. — [1342, 1845, 1532, 1925]
article-paragraph: Τὸ ἑσπέρας ἐπεκράτησε ζωηρότης καὶ παρετέθη γεῦμα πρὸς τιμὴν τοῦ Πρωθυπουργοῦ ὑπὸ τῶν Φιλελευθέρων τῆς Κορινθίας. Κατὰ τὸ γεῦμα ἀντηλλάγησαν προπόσεις. — [922, 831, 1123, 898]
headline-serbo-bulgarian: ΕΝΤΕΙΝΟΝΤΑΙ ΑΙ ΣΕΡΒΟΒΟΥΛΓΑΡΙΚΑΙ ΣΧΕΣΕΙΣ — [1143, 497, 1529, 516]
headline-romanian-government: Η ΡΟΥΜΑΝΙΚΗ ΚΥΒΕΡΝΗΣΙΣ ΣΚΕΠΤΕΤΑΙ Ν' ΑΠΟΣΥΡΘΗ ΑΜΕΣΩΣ ΕΚ ΤΗΣ ΑΡΧΗΣ — [1145, 990, 1527, 1054]
subheading: ΕΡΧΟΜΑΙ ΩΣ ΚΥΒΕΡΝΗΤΗΣ — [720, 781, 901, 796]
headline-enthusiastic-reception: ΕΝΘΟΥΣΙΩΔΗΣ ΥΠΟΔΟΧΗ ΚΑΘ' ΟΛΗΝ ΤΗΝ ΔΙΑΔΡΟΜΗΝ — [533, 595, 1088, 617]
headline-action-against-serbs: ΑΡΧΙΖΕΙ ΕΝΤΟΝΩΣ ΔΡΑΣΙΣ ΚΑΤΑ ΣΕΡΒΩΝ — [1174, 721, 1498, 763]
article-text: ΡΩΜΗ 16.—Κατὰ πληροφορίας ἐκ Σόφιας τὸ Βουλγαρικὸν Κομιτᾶτον ἀποφάσισε νὰ συνεχίσῃ τὴν δρᾶσιν του καὶ μετὰ τὴν ἐκλογὴν νέου ἀρχηγοῦ. Αἱ Βουλγαρικαὶ ἀρχαὶ ἐλήφθησαν μέτρα. — [74, 1273, 268, 1353]
subheading: Ο ΛΟΓΟΣ ΤΟΥ ΒΕΝΙΖΕΛΟΥ — [512, 862, 685, 877]
article-text: ΣΟΦΙΑ 16.—Καθ' ἃ πληροφοροῦμαι, τὴν συνεδρίασιν τῆς Κεντρικῆς Ἐπιτροπῆς τοῦ Μακεδονικοῦ Κομιτάτου ἀπεφασίσθη ὅπως ἀρχηγὸς τοῦ Κομιτάτου ἀναλάβῃ ὁ Σανταρώφ. Ὁ νέος ἀρχηγὸς ἐδήλωσεν ὅτι θὰ ἐντείνῃ τὴν δρᾶσιν κατὰ τῶν Σέρβων εἰς τὴν Νότιον Σερβίαν. — [1140, 784, 1532, 851]
article-text: ΒΕΛΙΓΡΑΔΙΟΝ 16.—Κατ' εἰδήσεις ἐκ Ζάγκρεμπ ἀφορμὴ νεωτέρων ἀνησυχιῶν ὑπῆρξεν ἡ ἀνακάλυψις ἀποπείρας κατὰ τοῦ Ράντιτς. Ἀξιωματικοὶ τοῦ Ζάγκρεμπ θὰ ἀνετίναζον τὴν οἰκίαν του, πλὴν ὁ ἀρχηγὸς τῶν Κροατῶν εἰδοποιήθη ἐγκαίρως. Οἱ Κροάται ζητοῦν ἀμέσους ἀνακρίσεις. Ὁ κ. Ράντιτς ἐδήλωσεν ὅτι γνωρίζει τὰ ὀνόματα τῶν ἐνόχων καὶ ὅτι θὰ τὰ ἀποκαλύψῃ ἐν καιρῷ. Ἡ Σερβικὴ Κυβέρνησις διέταξε τὴν διενέργειαν αὐστηρᾶς ἀνακρίσεως. — [1140, 390, 1532, 484]
left-bottom-row — [68, 1231, 481, 1490]
article-paragraph: Τὸ Κόμμα τῶν Φιλελευθέρων προβαίνει σταθερῶς εἰς τὸν καταρτισμὸν τῶν συνδυασμῶν του. Οἱ ὑποψήφιοι θὰ ἀνακοινωθοῦν ἐντὸς τῶν προσεχῶν ἡμερῶν. — [1342, 1745, 1532, 1825]
left-column — [60, 138, 490, 1489]
